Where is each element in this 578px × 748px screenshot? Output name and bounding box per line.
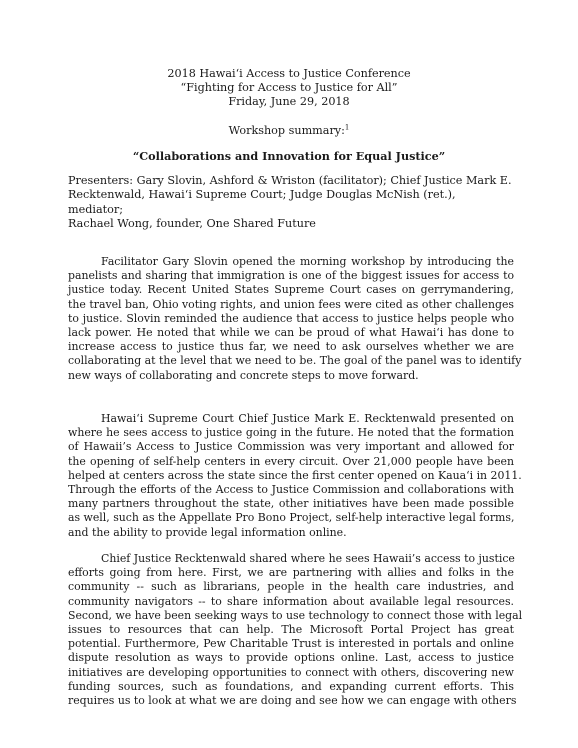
paragraph-line: community -- such as librarians, people in the health care industries, and (68, 580, 514, 594)
paragraph-line: Second, we have been seeking ways to use technology to connect those with legal (68, 608, 523, 622)
paragraph-line: community navigators -- to share information about available legal resources. (68, 594, 514, 608)
body-paragraph-3 (68, 552, 523, 708)
paragraph-line: justice today. Recent United States Supreme Court cases on gerrymandering, (68, 283, 514, 297)
conference-name: 2018 Hawaiʻi Access to Justice Conference (167, 67, 411, 80)
paragraph-line: where he sees access to justice going in the future. He noted that the formation (68, 426, 514, 440)
paragraph-line: funding sources, such as foundations, and expanding current efforts. This (68, 679, 514, 693)
workshop-summary-label (0, 124, 578, 138)
body-paragraph-2 (68, 412, 522, 540)
paragraph-line: Through the efforts of the Access to Justice Commission and collaborations with (68, 483, 514, 497)
paragraph-line: potential. Furthermore, Pew Charitable Trust is interested in portals and online (68, 637, 514, 651)
workshop-summary-text: Workshop summary: (228, 124, 345, 137)
paragraph-line: increase access to justice thus far, we need to ask ourselves whether we are (68, 340, 514, 354)
presenters-line: Recktenwald, Hawaiʻi Supreme Court; Judge Douglas McNish (ret.), mediator; (68, 188, 456, 216)
paragraph-line: Chief Justice Recktenwald shared where he sees Hawaii’s access to justice (101, 552, 515, 565)
conference-date: Friday, June 29, 2018 (228, 95, 350, 109)
paragraph-line: of Hawaii’s Access to Justice Commission was very important and allowed for (68, 440, 514, 454)
paragraph-line: Hawaiʻi Supreme Court Chief Justice Mark E. Recktenwald presented on (101, 412, 514, 425)
conference-header (0, 67, 578, 110)
presenters-block (68, 174, 512, 231)
paragraph-line: new ways of collaborating and concrete steps to move forward. (68, 368, 419, 382)
workshop-title: “Collaborations and Innovation for Equal Justice” (132, 149, 446, 163)
presenters-line: Presenters: Gary Slovin, Ashford & Wriston (facilitator); Chief Justice Mark E. (68, 174, 512, 187)
paragraph-line: as well, such as the Appellate Pro Bono Project, self-help interactive legal forms, (68, 511, 515, 525)
paragraph-line: and the ability to provide legal information online. (68, 525, 347, 539)
body-paragraph-1 (68, 255, 522, 383)
paragraph-line: the travel ban, Ohio voting rights, and union fees were cited as other challenges (68, 297, 514, 311)
paragraph-line: efforts going from here. First, we are partnering with allies and folks in the (68, 566, 514, 580)
paragraph-line: to justice. Slovin reminded the audience that access to justice helps people who (68, 311, 514, 325)
paragraph-line: helped at centers across the state since the first center opened on Kauaʻi in 2011. (68, 468, 522, 482)
paragraph-line: panelists and sharing that immigration is one of the biggest issues for access to (68, 269, 514, 283)
footnote-marker[interactable]: 1 (344, 123, 350, 132)
paragraph-line: many partners throughout the state, other initiatives have been made possible (68, 497, 514, 511)
paragraph-line: requires us to look at what we are doing and see how we can engage with others (68, 694, 517, 708)
presenters-line: Rachael Wong, founder, One Shared Future (68, 216, 316, 230)
paragraph-line: collaborating at the level that we need to be. The goal of the panel was to identify (68, 354, 522, 368)
conference-theme: “Fighting for Access to Justice for All” (180, 81, 398, 95)
paragraph-line: dispute resolution as ways to provide options online. Last, access to justice (68, 651, 514, 665)
paragraph-line: lack power. He noted that while we can be proud of what Hawaiʻi has done to (68, 326, 514, 340)
paragraph-line: Facilitator Gary Slovin opened the morning workshop by introducing the (101, 255, 514, 268)
paragraph-line: initiatives are developing opportunities to connect with others, discovering new (68, 665, 514, 679)
paragraph-line: the opening of self-help centers in every circuit. Over 21,000 people have been (68, 454, 514, 468)
paragraph-line: issues to resources that can help. The Microsoft Portal Project has great (68, 623, 514, 637)
